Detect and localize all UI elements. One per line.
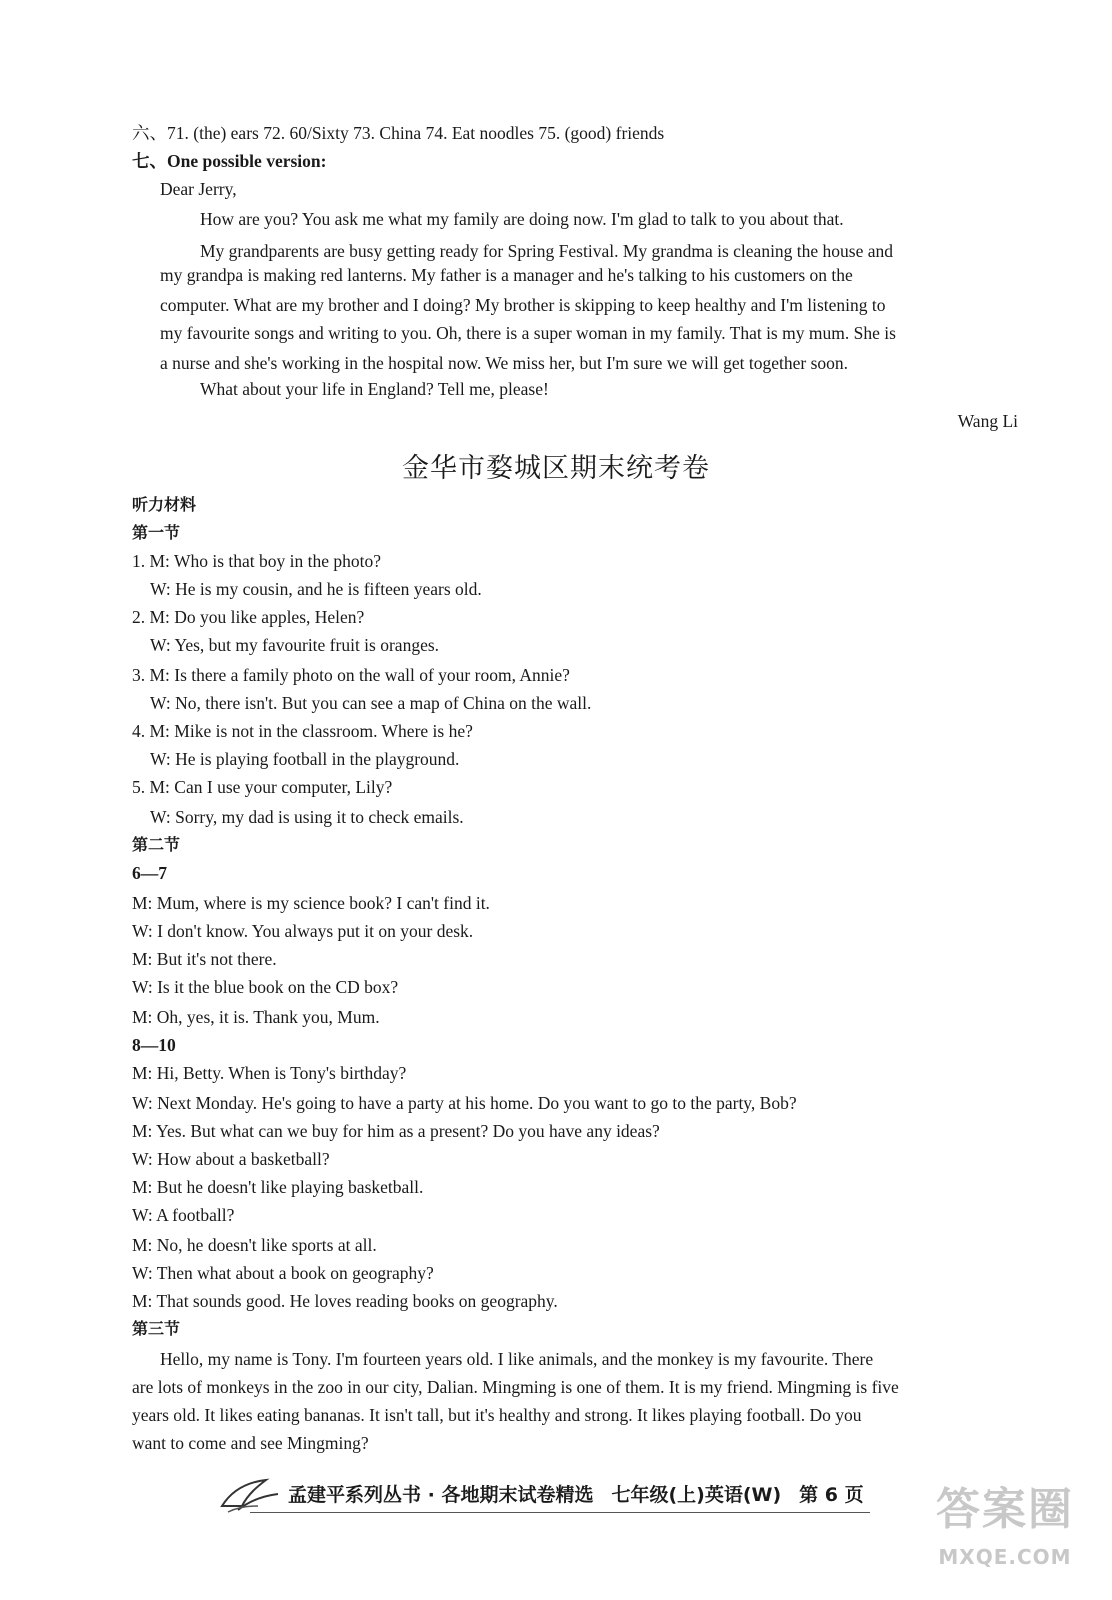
dialog-line: W: Then what about a book on geography? [132, 1263, 434, 1283]
dialog-line: W: He is my cousin, and he is fifteen years old. [150, 579, 482, 599]
letter-line: my favourite songs and writing to you. Oh, there is a super woman in my family. That is my mum. She is [160, 323, 896, 343]
dialog-line: 2. M: Do you like apples, Helen? [132, 607, 365, 627]
dialog-line: 1. M: Who is that boy in the photo? [132, 551, 382, 571]
dialog-line: M: Yes. But what can we buy for him as a present? Do you have any ideas? [132, 1121, 660, 1141]
dialog-line: W: Sorry, my dad is using it to check emails. [150, 807, 464, 827]
passage-line: are lots of monkeys in the zoo in our city, Dalian. Mingming is one of them. It is my friend. Mingming is five [132, 1377, 899, 1397]
footer-divider [250, 1512, 870, 1513]
dialog-line: W: Is it the blue book on the CD box? [132, 977, 399, 997]
book-series-logo-icon [218, 1472, 282, 1516]
passage-line: want to come and see Mingming? [132, 1433, 369, 1453]
passage-line: Hello, my name is Tony. I'm fourteen years old. I like animals, and the monkey is my favourite. There [160, 1349, 874, 1369]
dialog-line: M: That sounds good. He loves reading books on geography. [132, 1291, 558, 1311]
dialog-line: M: Oh, yes, it is. Thank you, Mum. [132, 1007, 380, 1027]
letter-signature: Wang Li [957, 411, 1018, 431]
section-2-heading: 第二节 [132, 835, 181, 854]
letter-line: How are you? You ask me what my family are doing now. I'm glad to talk to you about that. [200, 209, 844, 229]
dialog-line: M: But it's not there. [132, 949, 277, 969]
footer-page-number: 第 6 页 [799, 1483, 864, 1506]
letter-line: computer. What are my brother and I doing? My brother is skipping to keep healthy and I'm listening to [160, 295, 886, 315]
watermark-url: MXQE.COM [938, 1545, 1072, 1569]
letter-line: a nurse and she's working in the hospital now. We miss her, but I'm sure we will get together soon. [160, 353, 849, 373]
dialog-line: M: No, he doesn't like sports at all. [132, 1235, 377, 1255]
listening-heading: 听力材料 [132, 495, 197, 514]
answers-section-6: 六、71. (the) ears 72. 60/Sixty 73. China 74. Eat noodles 75. (good) friends [132, 123, 665, 143]
watermark-text: 答案圈 [936, 1484, 1074, 1535]
dialog-line: M: But he doesn't like playing basketball. [132, 1177, 424, 1197]
dialog-line: W: He is playing football in the playground. [150, 749, 460, 769]
section-3-heading: 第三节 [132, 1319, 181, 1338]
group-label: 6—7 [132, 863, 167, 883]
footer-grade: 七年级(上)英语(W) [611, 1483, 782, 1506]
dialog-line: W: I don't know. You always put it on your desk. [132, 921, 474, 941]
dialog-line: 4. M: Mike is not in the classroom. Where is he? [132, 721, 473, 741]
dialog-line: W: How about a basketball? [132, 1149, 330, 1169]
dialog-line: W: Next Monday. He's going to have a party at his home. Do you want to go to the party, Bob? [132, 1093, 797, 1113]
exam-title: 金华市婺城区期末统考卷 [402, 453, 710, 484]
dialog-line: M: Mum, where is my science book? I can't find it. [132, 893, 490, 913]
dialog-line: M: Hi, Betty. When is Tony's birthday? [132, 1063, 407, 1083]
dialog-line: W: Yes, but my favourite fruit is oranges. [150, 635, 440, 655]
letter-line: What about your life in England? Tell me, please! [200, 379, 549, 399]
letter-greeting: Dear Jerry, [160, 179, 237, 199]
dialog-line: 3. M: Is there a family photo on the wall of your room, Annie? [132, 665, 570, 685]
footer [288, 1476, 864, 1510]
letter-line: my grandpa is making red lanterns. My father is a manager and he's talking to his customers on the [160, 265, 853, 285]
passage-line: years old. It likes eating bananas. It isn't tall, but it's healthy and strong. It likes playing football. Do you [132, 1405, 862, 1425]
footer-series: 孟建平系列丛书 · 各地期末试卷精选 [288, 1483, 594, 1506]
dialog-line: W: A football? [132, 1205, 235, 1225]
answers-section-7-heading: 七、One possible version: [132, 151, 327, 171]
watermark [920, 1478, 1090, 1588]
section-1-heading: 第一节 [132, 523, 181, 542]
dialog-line: 5. M: Can I use your computer, Lily? [132, 777, 393, 797]
group-label: 8—10 [132, 1035, 176, 1055]
dialog-line: W: No, there isn't. But you can see a map of China on the wall. [150, 693, 592, 713]
letter-line: My grandparents are busy getting ready for Spring Festival. My grandma is cleaning the house and [200, 241, 894, 261]
